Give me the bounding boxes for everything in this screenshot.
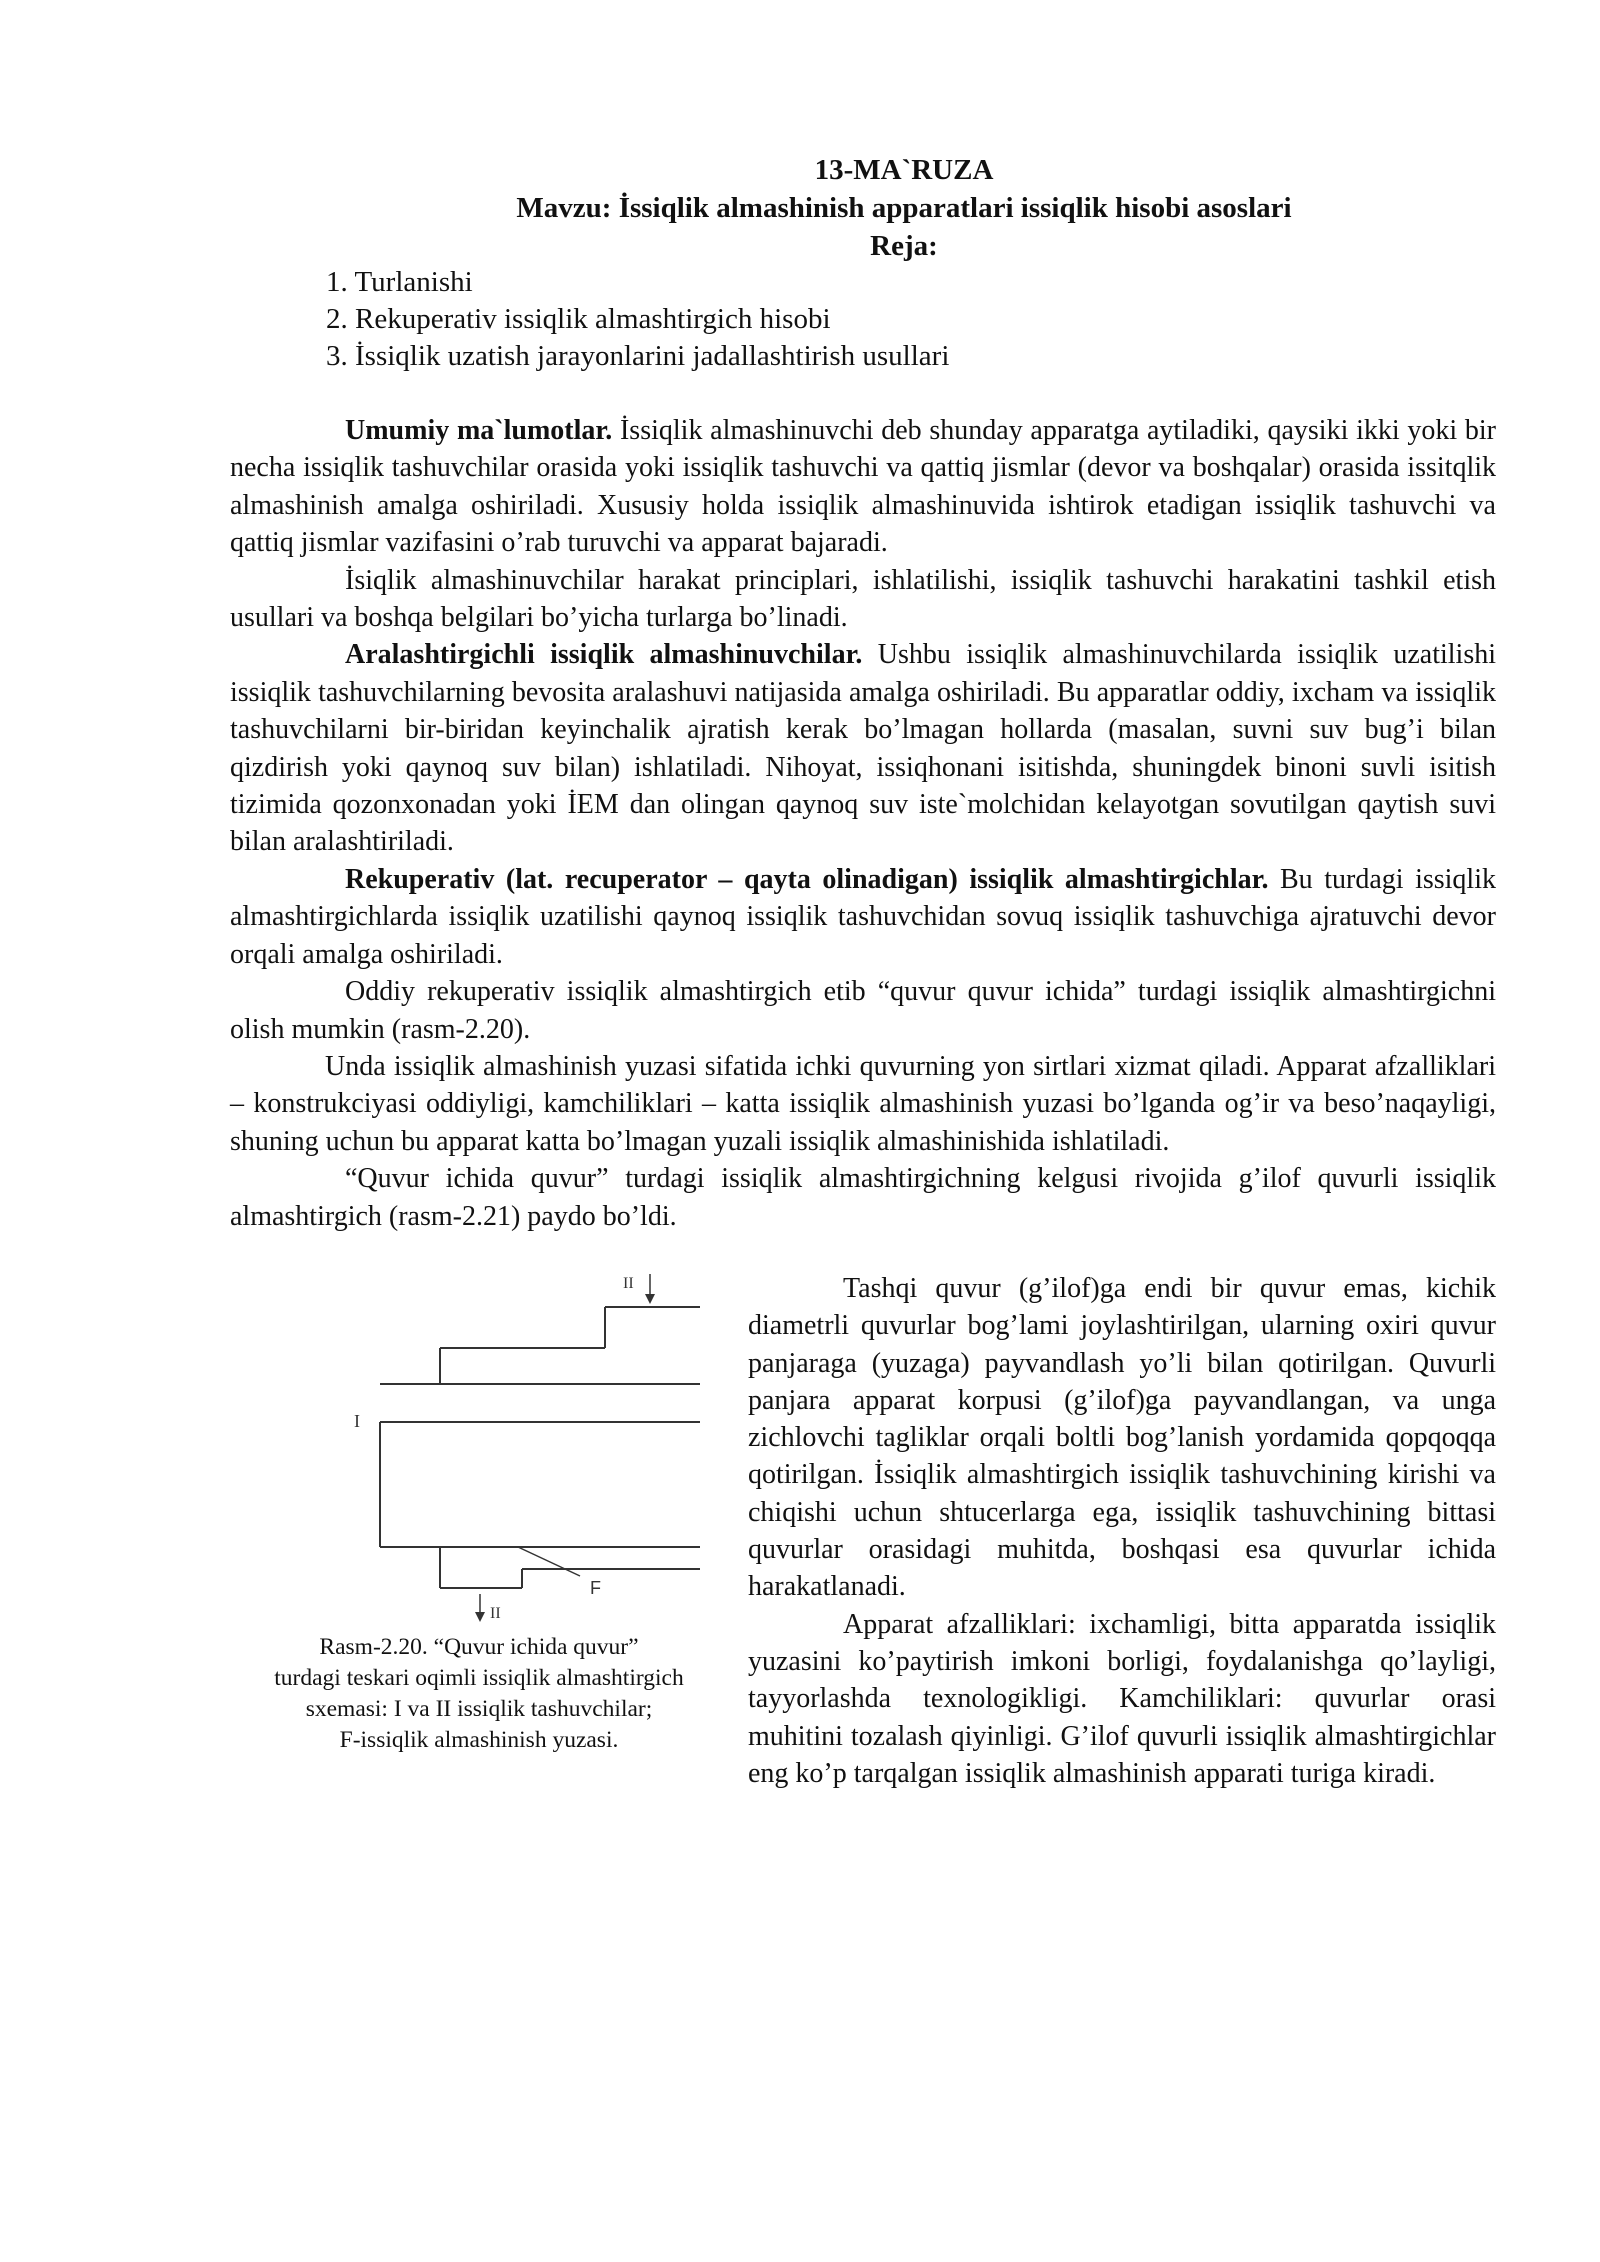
paragraph-heading: Rekuperativ (lat. recuperator – qayta olinadigan) issiqlik almashtirgichlar. (345, 863, 1269, 895)
paragraph-shell-description: Tashqi quvur (g’ilof)ga endi bir quvur emas, kichik diametrli quvurlar bog’lami joylashtirilgan, ularning oxiri quvur panjaraga (yuzaga) payvandlash yo’li bilan qotirilgan. Quvurli panjara apparat korpusi (g’ilof)ga payvandlangan, va unga zichlovchi tagliklar orqali boltli bog’lanish yordamida qopqoqqa qotirilgan. İssiqlik almashtirgich issiqlik tashuvchining kirishi va chiqishi uchun shtucerlarga ega, issiqlik tashuvchining bittasi quvurlar orasidagi muhitda, boshqasi esa quvurlar ichida harakatlanadi. (748, 1273, 1496, 1603)
paragraph-general-info: Umumiy ma`lumotlar. İssiqlik almashinuvchi deb shunday apparatga aytiladiki, qaysiki ikki yoki bir necha issiqlik tashuvchilar orasida yoki issiqlik tashuvchi va qattiq jismlar (devor va boshqalar) orasida issitqlik almashinish amalga oshiriladi. Xususiy holda issiqlik almashinuvida ishtirok etadigan issiqlik tashuvchi va qattiq jismlar vazifasini o’rab turuvchi va apparat bajaradi. (230, 415, 1496, 559)
lecture-number: 13-MA`RUZA (814, 154, 994, 186)
paragraph-shell-and-tube: “Quvur ichida quvur” turdagi issiqlik almashtirgichning kelgusi rivojida g’ilof quvurli issiqlik almashtirgich (rasm-2.21) paydo bo’ldi. (230, 1163, 1496, 1232)
right-column-text (748, 1270, 1496, 1792)
paragraph-heading: Umumiy ma`lumotlar. (345, 415, 613, 446)
plan-item: 3. İssiqlik uzatish jarayonlarini jadallashtirish usullari (326, 340, 950, 372)
paragraph-advantages: Apparat afzalliklari: ixchamligi, bitta apparatda issiqlik yuzasini ko’paytirish imkoni borligi, foydalanishga qo’layligi, tayyorlashda texnologikligi. Kamchiliklari: quvurlar orasi muhitini tozalash qiyinligi. G’ilof quvurli issiqlik almashtirgichlar eng ko’p tarqalgan issiqlik almashinish apparati turiga kiradi. (748, 1608, 1496, 1789)
plan-title: Reja: (870, 230, 938, 262)
figure-label-left: I (354, 1411, 360, 1431)
heat-exchanger-diagram (340, 1272, 740, 1632)
plan-item: 1. Turlanishi (326, 266, 473, 298)
paragraph-heading: Aralashtirgichli issiqlik almashinuvchilar. (345, 639, 863, 671)
plan-item: 2. Rekuperativ issiqlik almashtirgich hisobi (326, 303, 831, 335)
paragraph-recuperative-exchangers: Rekuperativ (lat. recuperator – qayta olinadigan) issiqlik almashtirgichlar. Bu turdagi issiqlik almashtirgichlarda issiqlik uzatilishi qaynoq issiqlik tashuvchidan sovuq issiqlik tashuvchiga ajratuvchi devor orqali amalga oshiriladi. (230, 863, 1496, 970)
figure-label-bottom: II (490, 1605, 501, 1622)
lecture-topic: Mavzu: İssiqlik almashinish apparatlari issiqlik hisobi asoslari (516, 192, 1292, 224)
main-text (230, 412, 1496, 1235)
paragraph-heat-surface: Unda issiqlik almashinish yuzasi sifatida ichki quvurning yon sirtlari xizmat qiladi. Apparat afzalliklari – konstrukciyasi oddiyligi, kamchiliklari – katta issiqlik almashinish yuzasi bo’lganda og’ir va beso’naqayligi, shuning uchun bu apparat katta bo’lmagan yuzali issiqlik almashinishida ishlatiladi. (230, 1050, 1496, 1157)
paragraph-pipe-in-pipe: Oddiy rekuperativ issiqlik almashtirgich etib “quvur quvur ichida” turdagi issiqlik almashtirgichni olish mumkin (rasm-2.20). (230, 976, 1496, 1045)
figure-caption: Rasm-2.20. “Quvur ichida quvur” turdagi teskari oqimli issiqlik almashtirgich sxemasi: I va II issiqlik tashuvchilar; F-issiqlik almashinish yuzasi. (274, 1634, 684, 1753)
paragraph-mixing-exchangers: Aralashtirgichli issiqlik almashinuvchilar. Ushbu issiqlik almashinuvchilarda issiqlik uzatilishi issiqlik tashuvchilarning bevosita aralashuvi natijasida amalga oshiriladi. Bu apparatlar oddiy, ixcham va issiqlik tashuvchilarni bir-biridan keyinchalik ajratish kerak bo’lmagan hollarda (masalan, suvni suv bug’i bilan qizdirish yoki qaynoq suv bilan) ishlatiladi. Nihoyat, issiqhonani isitishda, shuningdek binoni suvli isitish tizimida qozonxonadan yoki İEM dan olingan qaynoq suv iste`molchidan kelayotgan sovutilgan qaytish suvi bilan aralashtiriladi. (230, 639, 1497, 858)
paragraph-classification: İsiqlik almashinuvchilar harakat principlari, ishlatilishi, issiqlik tashuvchi harakatini tashkil etish usullari va boshqa belgilari bo’yicha turlarga bo’linadi. (230, 564, 1496, 634)
figure-label-f: F (590, 1578, 601, 1598)
figure-label-top: II (623, 1275, 634, 1292)
